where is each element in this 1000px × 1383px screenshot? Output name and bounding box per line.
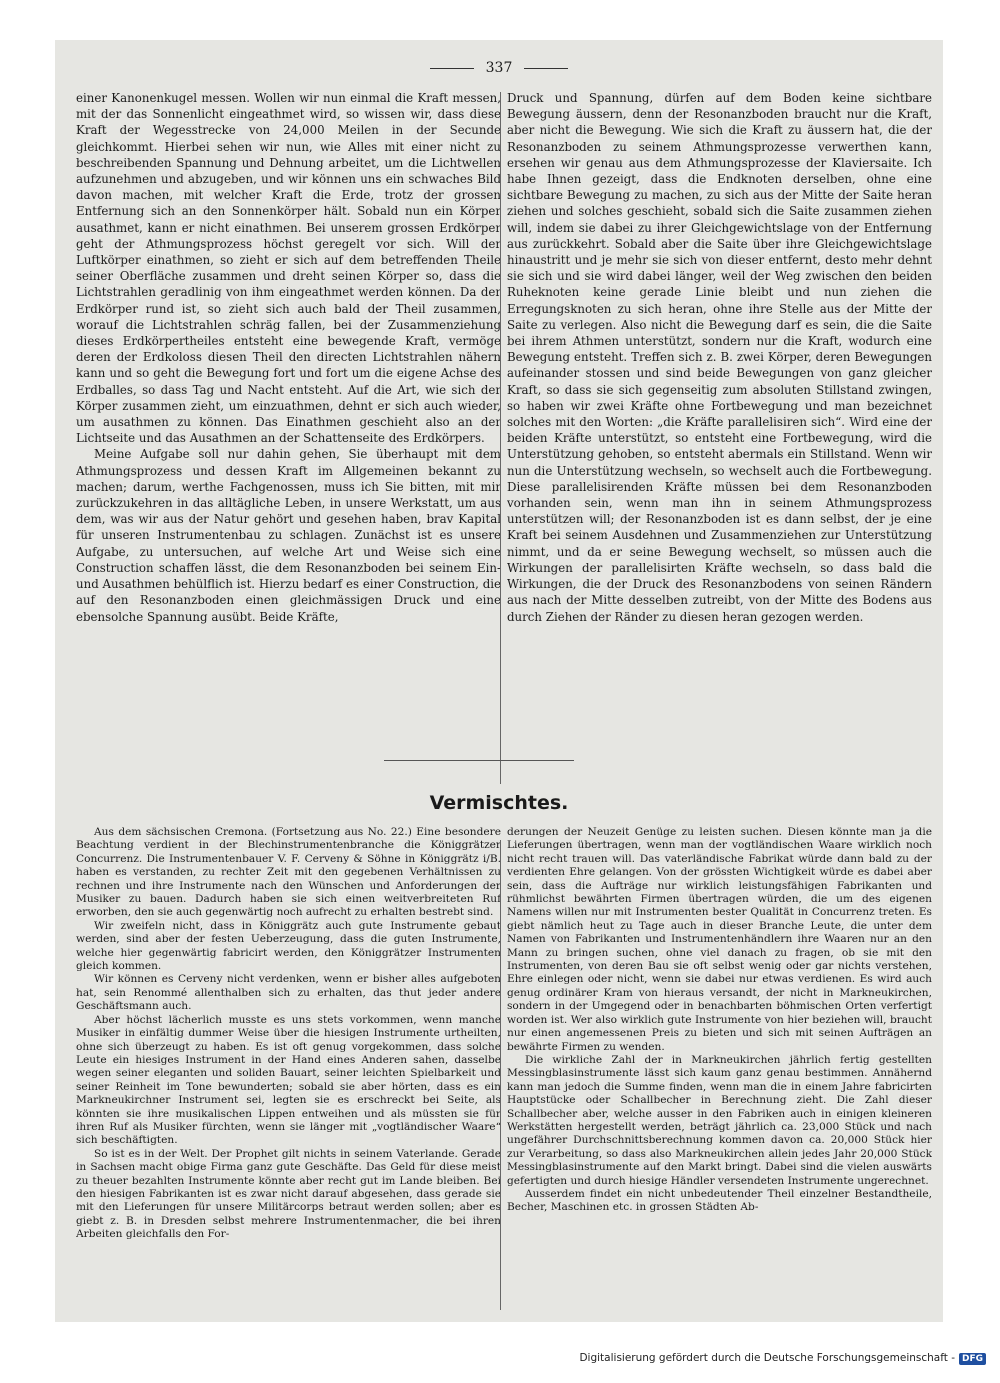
paragraph: derungen der Neuzeit Genüge zu leisten suchen. Diesen könnte man ja die Lieferungen übertragen, wenn man der vogtländischen Waare wirklich noch nicht recht trauen will. Das vaterländische Fabrikat würde dann bald zu der verdienten Ehre gelangen. Von der grössten Wichtigkeit würde es dabei aber sein, dass die Aufträge nur wirklich leistungsfähigen Fabrikanten und rühmlichst bewährten Firmen übertragen würden, die um des eigenen Namens willen nur mit Instrumenten bester Qualität in Concurrenz treten. Es giebt nämlich heut zu Tage auch in dieser Branche Leute, die unter dem Namen von Fabrikanten und Instrumentenhändlern ihre Waaren nur an den Mann zu bringen suchen, ohne viel danach zu fragen, ob sie mit den Instrumenten, von deren Bau sie oft selbst wenig oder gar nichts verstehen, Ehre einlegen oder nicht, wenn sie dabei nur etwas verdienen. Es wird auch genug ordinärer Kram von hieraus versandt, der nicht in Markneukirchen, sondern in der Umgegend oder in benachbarten böhmischen Orten verfertigt worden ist. Wer also wirklich gute Instrumente von hier beziehen will, braucht nur einen angemessenen Preis zu bieten und sich mit seinen Aufträgen an bewährte Firmen zu wenden. xyxy=(507,826,932,1053)
paragraph: Wir können es Cerveny nicht verdenken, wenn er bisher alles aufgeboten hat, sein Renommé allenthalben sich zu erhalten, das thut jeder andere Geschäftsmann auch. xyxy=(76,973,501,1013)
column-bottom-right xyxy=(507,826,932,1215)
dfg-logo: DFG xyxy=(959,1353,986,1365)
credit-text: Digitalisierung gefördert durch die Deutsche Forschungsgemeinschaft - xyxy=(579,1352,955,1364)
paragraph: Aber höchst lächerlich musste es uns stets vorkommen, wenn manche Musiker in einfältig dummer Weise über die hiesigen Instrumente urtheilten, ohne sich überzeugt zu haben. Es ist oft genug vorgekommen, dass solche Leute ein hiesiges Instrument in der Hand eines Anderen sahen, dasselbe wegen seiner eleganten und soliden Bauart, seiner leichten Spielbarkeit und seiner Reinheit im Tone bewunderten; sobald sie aber hörten, dass es ein Markneukirchner Instrument sei, legten sie es erschreckt bei Seite, als könnten sie ihre musikalischen Lippen entweihen und als müssten sie für ihren Ruf als Musiker fürchten, wenn sie länger mit „vogtländischer Waare“ sich beschäftigten. xyxy=(76,1013,501,1147)
paragraph: einer Kanonenkugel messen. Wollen wir nun einmal die Kraft messen, mit der das Sonnenlicht eingeathmet wird, so wissen wir, dass diese Kraft der Wegesstrecke von 24,000 Meilen in der Secunde gleichkommt. Hierbei sehen wir nun, wie Alles mit einer nicht zu beschreibenden Spannung und Dehnung arbeitet, um die Lichtwellen aufzunehmen und abzugeben, und wir können uns ein schwaches Bild davon machen, mit welcher Kraft die Erde, trotz der grossen Entfernung sich an den Sonnenkörper hält. Sobald nun ein Körper ausathmet, kann er nicht einathmen. Bei unserem grossen Erdkörper geht der Athmungsprozess höchst geregelt vor sich. Will der Luftkörper einathmen, so zieht er sich auf dem betreffenden Theile seiner Oberfläche zusammen und dreht seinen Körper so, dass die Lichtstrahlen geradlinig von ihm eingeathmet werden können. Da der Erdkörper rund ist, so zieht sich auch bald der Theil zusammen, worauf die Lichtstrahlen schräg fallen, bei der Zusammenziehung dieses Erdkörpertheiles entsteht eine bewegende Kraft, vermöge deren der Erdkoloss diesen Theil den directen Lichtstrahlen nähern kann und so geht die Bewegung fort und fort um die eigene Achse des Erdballes, so dass Tag und Nacht entsteht. Auf die Art, wie sich der Körper zusammen zieht, um einzuathmen, dehnt er sich auch wieder, um ausathmen zu können. Das Einathmen geschieht also an der Lichtseite und das Ausathmen an der Schattenseite des Erdkörpers. xyxy=(76,91,501,446)
paragraph: Aus dem sächsischen Cremona. (Fortsetzung aus No. 22.) Eine besondere Beachtung verdient in der Blechinstrumentenbranche die Königgrätzer Concurrenz. Die Instrumentenbauer V. F. Cerveny & Söhne in Königgrätz i/B. haben es verstanden, zu rechter Zeit mit den gegebenen Verhältnissen zu rechnen und ihre Instrumente nach den Wünschen und Anforderungen der Musiker zu bauen. Dadurch haben sie sich einen weitverbreiteten Ruf erworben, den sie auch gegenwärtig noch aufrecht zu erhalten bestrebt sind. xyxy=(76,826,501,919)
section-divider xyxy=(384,760,574,761)
page-number-text: 337 xyxy=(485,60,513,76)
section-title: Vermischtes. xyxy=(429,792,569,814)
column-top-right xyxy=(507,90,932,625)
column-bottom-left xyxy=(76,826,501,1242)
paragraph: Meine Aufgabe soll nur dahin gehen, Sie überhaupt mit dem Athmungsprozess und dessen Kraft im Allgemeinen bekannt zu machen; darum, werthe Fachgenossen, muss ich Sie bitten, mit mir zurückzukehren in das alltägliche Leben, in unsere Werkstatt, um aus dem, was wir aus der Natur gehört und gesehen haben, brav Kapital für unseren Instrumentenbau zu schlagen. Zunächst ist es unsere Aufgabe, zu untersuchen, auf welche Art und Weise sich eine Construction schaffen lässt, die dem Resonanzboden bei seinem Ein- und Ausathmen behülflich ist. Hierzu bedarf es einer Construction, die auf den Resonanzboden einen gleichmässigen Druck und eine ebensolche Spannung ausübt. Beide Kräfte, xyxy=(76,447,501,624)
paragraph: Ausserdem findet ein nicht unbedeutender Theil einzelner Bestandtheile, Becher, Maschinen etc. in grossen Städten Ab- xyxy=(507,1187,932,1214)
digitization-credit xyxy=(579,1352,986,1365)
column-top-left xyxy=(76,90,501,625)
paragraph: Die wirkliche Zahl der in Markneukirchen jährlich fertig gestellten Messingblasinstrumente lässt sich kaum ganz genau bestimmen. Annähernd kann man jedoch die Summe finden, wenn man die in einem Jahre fabricirten Hauptstücke oder Schallbecher in Berechnung zieht. Die Zahl dieser Schallbecher aber, welche ausser in den Fabriken auch in einigen kleineren Werkstätten hergestellt werden, beträgt jährlich ca. 23,000 Stück und nach ungefährer Durchschnittsberechnung kommen davon ca. 20,000 Stück hier zur Verarbeitung, so dass also Markneukirchen allein jedes Jahr 20,000 Stück Messingblasinstrumente auf den Markt bringt. Dabei sind die vielen auswärts gefertigten und durch hiesige Händler versendeten Instrumente ungerechnet. xyxy=(507,1053,932,1187)
paragraph: Druck und Spannung, dürfen auf dem Boden keine sichtbare Bewegung äussern, denn der Resonanzboden braucht nur die Kraft, aber nicht die Bewegung. Wie sich die Kraft zu äussern hat, die der Resonanzboden zu seinem Athmungsprozesse verwerthen kann, ersehen wir genau aus dem Athmungsprozesse der Klaviersaite. Ich habe Ihnen gezeigt, dass die Endknoten derselben, ohne eine sichtbare Bewegung zu machen, zu sich aus der Mitte der Saite heran ziehen und solches geschieht, sobald sich die Saite zusammen ziehen will, indem sie dabei zu ihrer Gleichgewichtslage von der Entfernung aus zurückkehrt. Sobald aber die Saite über ihre Gleichgewichtslage hinaustritt und je mehr sie sich von dieser entfernt, desto mehr dehnt sie sich und sie wird dabei länger, weil der Weg zwischen den beiden Ruheknoten keine gerade Linie bleibt und nun ziehen die Erregungsknoten zu sich heran, ohne ihre Stelle aus der Mitte der Saite zu verlegen. Also nicht die Bewegung darf es sein, die die Saite bei ihrem Athmen unterstützt, sondern nur die Kraft, wodurch eine Bewegung entsteht. Treffen sich z. B. zwei Körper, deren Bewegungen aufeinander stossen und sind beide Bewegungen von ganz gleicher Kraft, so dass sie sich gegenseitig zum absoluten Stillstand zwingen, so haben wir zwei Kräfte ohne Fortbewegung und man bezeichnet solches mit den Worten: „die Kräfte parallelisiren sich“. Wird eine der beiden Kräfte unterstützt, so entsteht eine Fortbewegung, wird die Unterstützung gehoben, so entsteht abermals ein Stillstand. Wenn wir nun die Unterstützung wechseln, so wechselt auch die Fortbewegung. Diese parallelisirenden Kräfte müssen bei dem Resonanzboden vorhanden sein, wenn man ihn in seinem Athmungsprozess unterstützen will; der Resonanzboden ist es dann selbst, der je eine Kraft bei seinem Ausdehnen und Zusammenziehen zur Unterstützung nimmt, und da er seine Bewegung wechselt, so müssen auch die Wirkungen der parallelisirten Kräfte wechseln, so dass bald die Wirkungen, die der Druck des Resonanzbodens von seinen Rändern aus nach der Mitte desselben zutreibt, von der Mitte des Bodens aus durch Ziehen der Ränder zu diesen heran gezogen werden. xyxy=(507,91,932,624)
column-divider xyxy=(500,840,501,1310)
paragraph: So ist es in der Welt. Der Prophet gilt nichts in seinem Vaterlande. Gerade in Sachsen macht obige Firma ganz gute Geschäfte. Das Geld für diese meist zu theuer bezahlten Instrumente könnte aber recht gut im Lande bleiben. Bei den hiesigen Fabrikanten ist es zwar nicht darauf abgesehen, dass gerade sie mit den Lieferungen für unsere Militärcorps betraut werden sollen; aber es giebt z. B. in Dresden selbst mehrere Instrumentenmacher, die bei ihren Arbeiten gleichfalls den For- xyxy=(76,1147,501,1241)
column-divider xyxy=(500,92,501,784)
paragraph: Wir zweifeln nicht, dass in Königgrätz auch gute Instrumente gebaut werden, sind aber der festen Ueberzeugung, dass die guten Instrumente, welche hier gegenwärtig fabricirt werden, den Königgrätzer Instrumenten gleich kommen. xyxy=(76,919,501,973)
scanned-page xyxy=(55,40,943,1322)
page-number xyxy=(55,60,943,76)
